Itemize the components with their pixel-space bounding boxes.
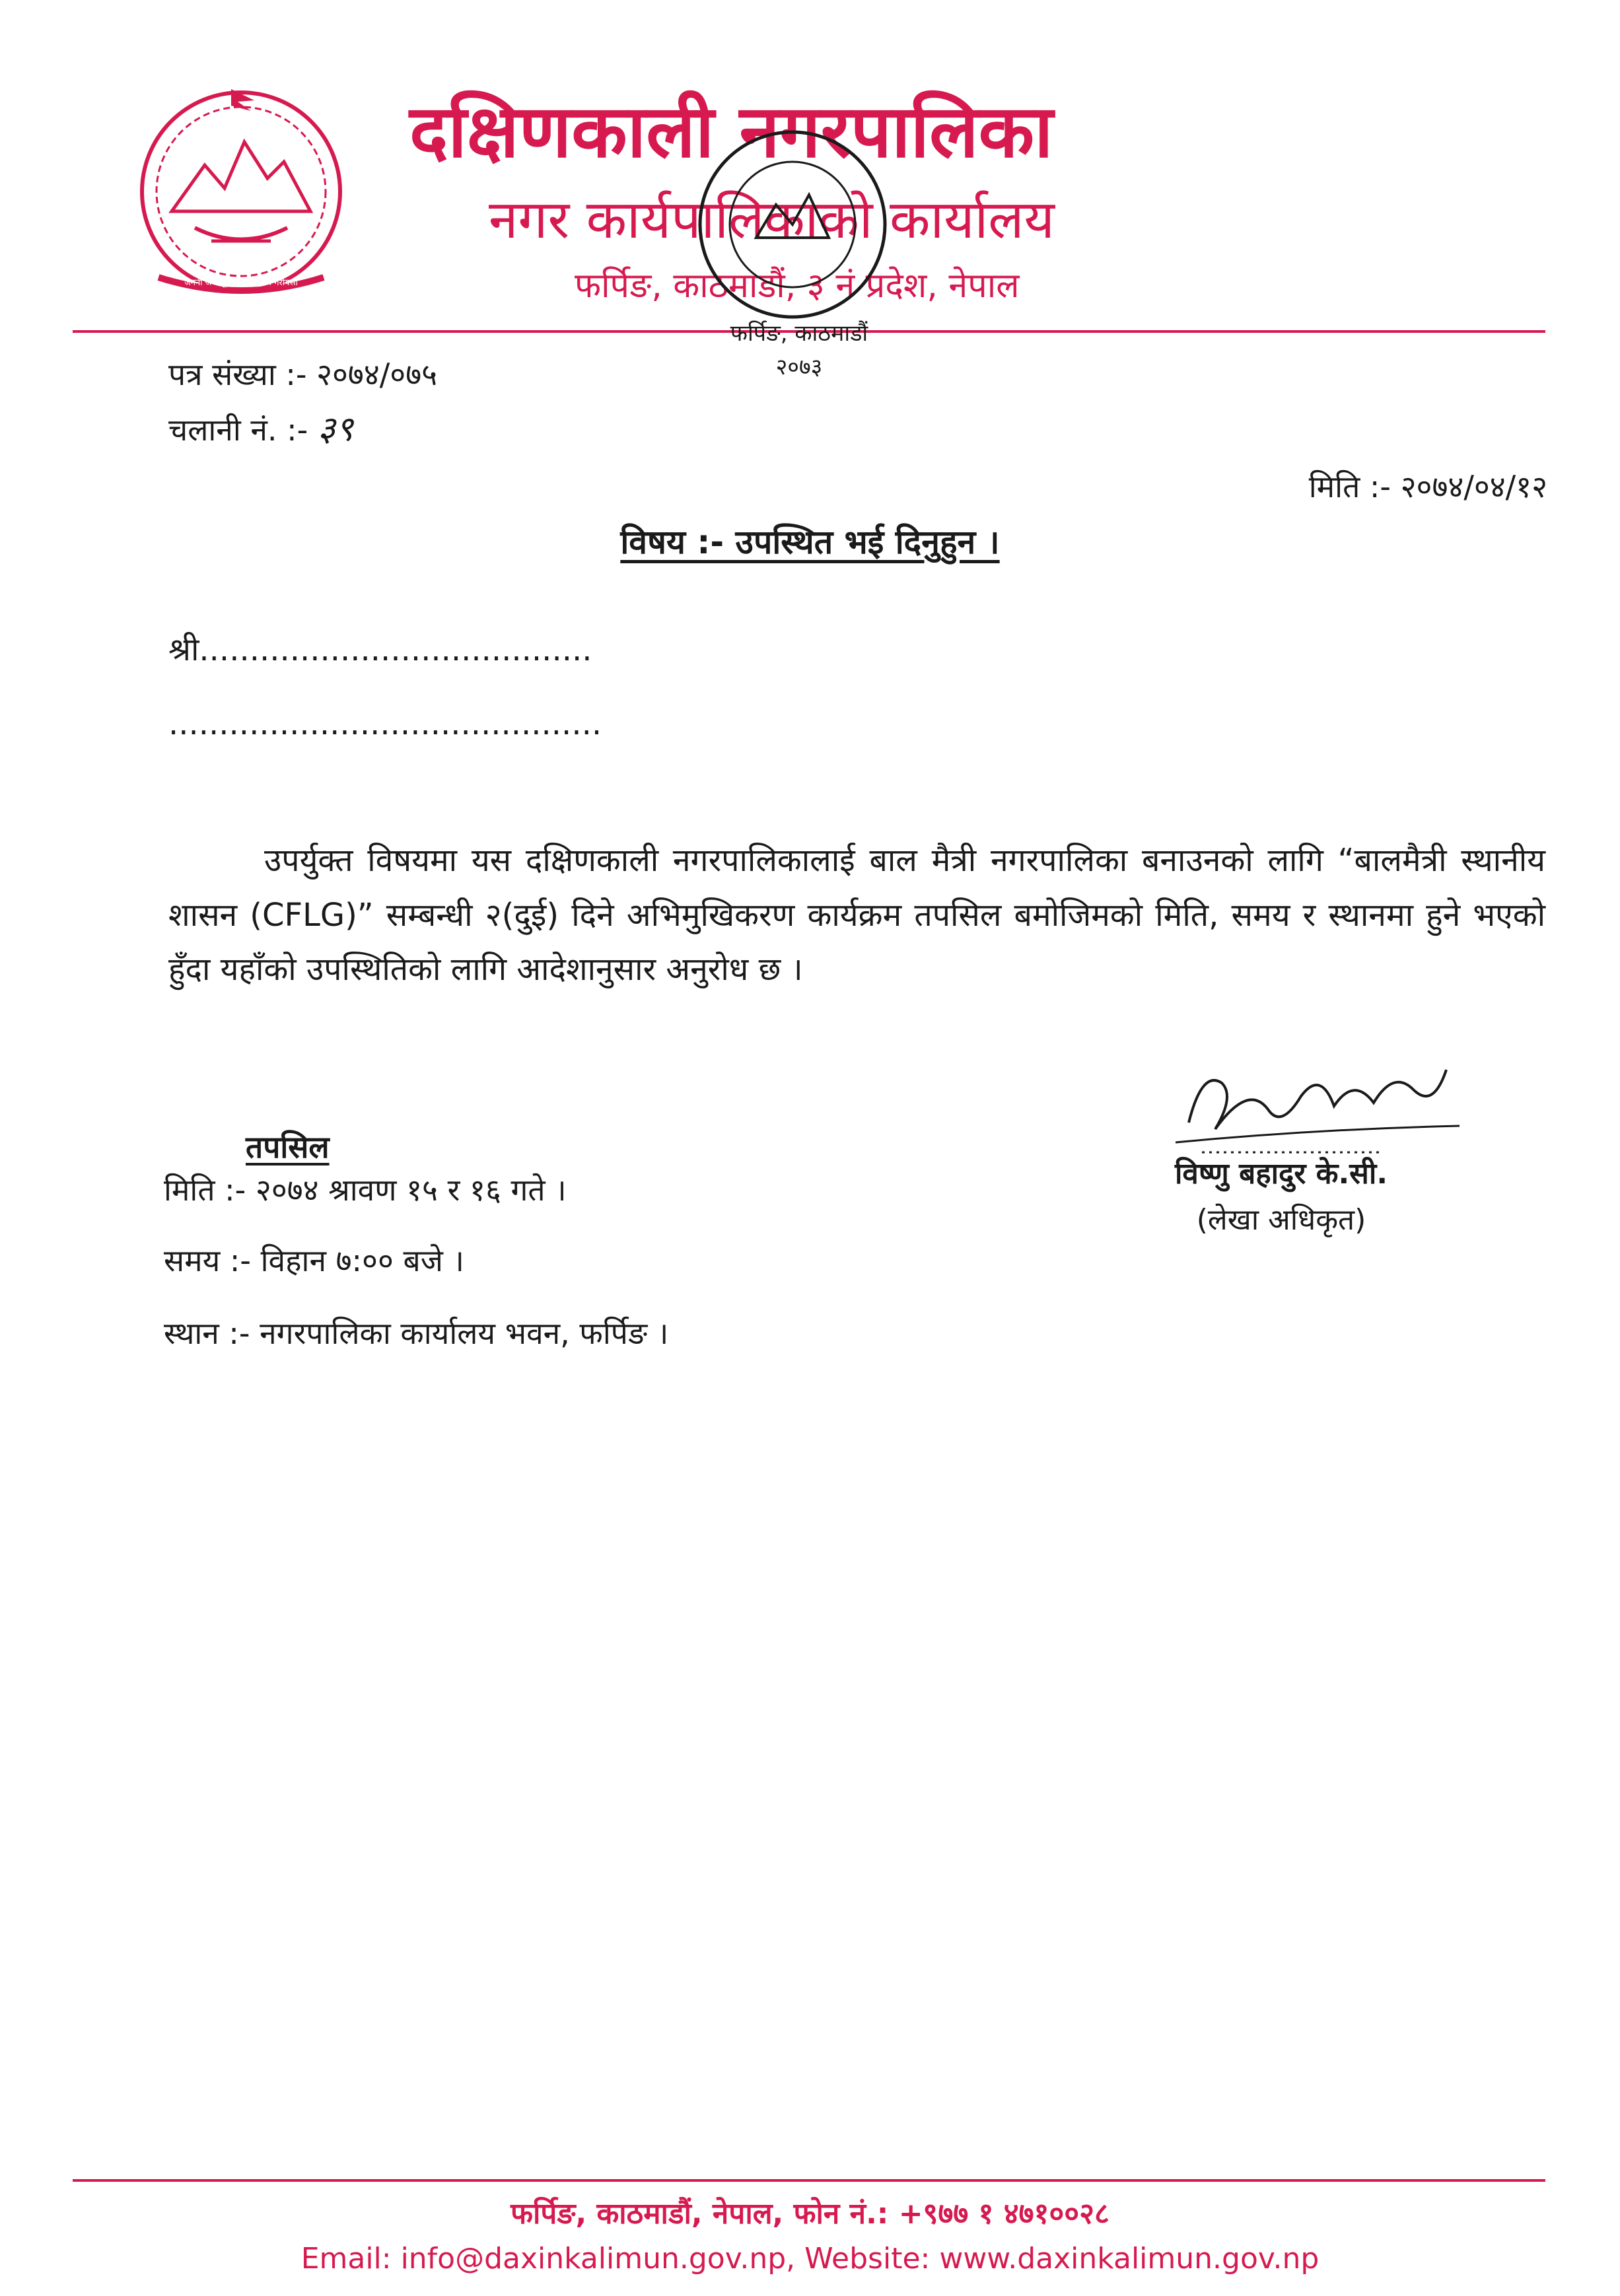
dispatch-label: चलानी नं. :- — [168, 412, 308, 448]
addressee-line: श्री....................................... — [168, 631, 592, 668]
date-label: मिति :- — [1308, 469, 1391, 504]
signatory-title: (लेखा अधिकृत) — [1196, 1203, 1366, 1237]
letter-body: उपर्युक्त विषयमा यस दक्षिणकाली नगरपालिकालाई बाल मैत्री नगरपालिका बनाउनको लागि “बालमैत्री स्थानीय शासन (CFLG)” सम्बन्धी २(दुई) दिने अभिमुखिकरण कार्यक्रम तपसिल बमोजिमको मिति, समय र स्थानमा हुने भएको हुँदा यहाँको उपस्थितिको लागि आदेशानुसार अनुरोध छ । — [168, 842, 1545, 989]
schedule-time: समय :- विहान ७:०० बजे । — [164, 1243, 464, 1278]
letter-subject — [0, 518, 1620, 563]
official-stamp — [693, 125, 892, 324]
stamp-text — [700, 317, 898, 384]
subject-text: विषय :- उपस्थित भई दिनुहुन । — [620, 523, 1000, 561]
addressee-line: ........................................... — [168, 705, 602, 742]
schedule-date: मिति :- २०७४ श्रावण १५ र १६ गते । — [164, 1172, 567, 1208]
letter-date — [1309, 466, 1547, 506]
footer-web: Email: info@daxinkalimun.gov.np, Website: www.daxinkalimun.gov.np — [300, 2242, 1320, 2276]
date-value: २०७४/०४/१२ — [1400, 469, 1547, 504]
stamp-line: २०७३ — [775, 354, 823, 380]
dispatch-number — [168, 404, 353, 451]
nepal-emblem-logo — [132, 79, 350, 297]
stamp-line: फर्पिङ, काठमाडौं — [730, 320, 868, 347]
org-address: फर्पिङ, काठमाडौं, ३ नं प्रदेश, नेपाल — [575, 266, 1020, 306]
footer-divider — [73, 2179, 1545, 2182]
footer-contact: फर्पिङ, काठमाडौं, नेपाल, फोन नं.: +९७७ १ ४७१००२८ — [511, 2197, 1109, 2231]
emblem-caption: जननी जन्मभूमिश्च स्वर्गादपि गरीयसी — [184, 278, 298, 288]
org-name: दक्षिणकाली नगरपालिका — [409, 89, 1053, 174]
schedule-heading: तपसिल — [246, 1129, 330, 1165]
signatory-name: विष्णु बहादुर के.सी. — [1174, 1157, 1388, 1191]
dispatch-value: ३९ — [317, 409, 353, 449]
signature — [1162, 1043, 1466, 1169]
schedule-place: स्थान :- नगरपालिका कार्यालय भवन, फर्पिङ । — [164, 1315, 669, 1351]
reference-label: पत्र संख्या :- — [168, 357, 307, 392]
reference-value: २०७४/०७५ — [316, 357, 438, 392]
office-name: नगर कार्यपालिकाको कार्यालय — [489, 189, 1055, 250]
reference-number — [168, 353, 437, 394]
